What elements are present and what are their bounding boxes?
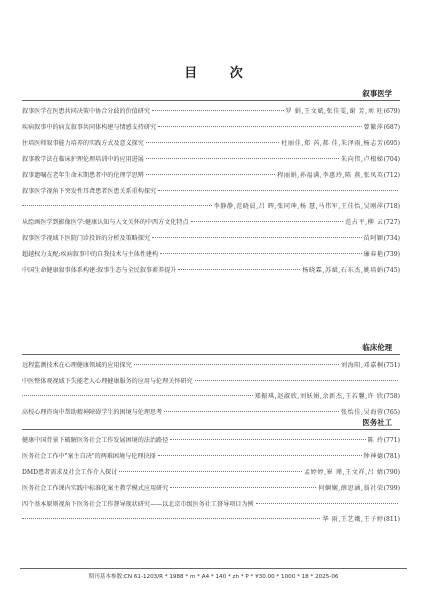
- toc-entry[interactable]: [22, 452, 400, 461]
- entry-authors: 程丽娟,孙福满,李惠玲,陈 燕,张凤英: [277, 172, 384, 179]
- entry-title: 医务社会工作课内实践中标准化案主教学模式应用研究: [22, 485, 169, 492]
- entry-page-number: (811): [383, 516, 400, 523]
- leader-dots: [158, 190, 398, 191]
- entry-page-number: (739): [383, 251, 400, 258]
- entry-authors: 何娴娴,薛思涵,翁社荣: [318, 485, 384, 492]
- entry-title: 中医整体观视域下失能老人心理健康服务的应用与伦理关怀研究: [22, 378, 193, 385]
- entry-page-number: (687): [383, 124, 400, 131]
- entry-title: 住培医师叙事能力培养的实践方式及意义探究: [22, 140, 144, 147]
- toc-entry[interactable]: [22, 408, 400, 417]
- entry-title: DMD患者需求及社会工作介入探讨: [22, 469, 118, 476]
- toc-entry[interactable]: [22, 234, 400, 243]
- entry-page-number: (712): [383, 172, 400, 179]
- entry-title: 远程监测技术在心理健康领域的应用探究: [22, 362, 132, 369]
- entry-title: 叙事遗嘱在老年生命末期患者中的伦理学思辨: [22, 172, 144, 179]
- entry-authors: 钟神德: [363, 453, 384, 460]
- section-header: 叙事医学: [362, 89, 392, 98]
- entry-authors: 杜丽佳,郑 芮,郝 佳,朱泽雨,杨志芳: [281, 140, 384, 147]
- entry-authors: 曾繁萍: [363, 124, 384, 131]
- entry-authors: 刘海阳,邓嘉桐: [340, 362, 384, 369]
- entry-title: 从绘画医学到影像医学:健康认知与人文关怀的中西方文化特点: [22, 219, 189, 226]
- leader-dots: [146, 158, 339, 159]
- entry-page-number: (679): [383, 108, 400, 115]
- entry-authors: 范占平,柳 云: [345, 219, 384, 226]
- section-header: 临床伦理: [362, 343, 392, 352]
- entry-title: 四个基本原则视角下医务社会工作督导现状研究——以北京市级医务社工督导项目为例: [22, 501, 254, 508]
- section-rule: [22, 429, 400, 430]
- entry-authors: 廉春艳: [363, 251, 384, 258]
- entry-page-number: (695): [383, 140, 400, 147]
- entry-authors: 李静静,范晓晨,吕 晖,张同珅,杨 慧,马伟军,王佳怡,吴刚萍: [213, 203, 384, 210]
- entry-page-number: (727): [383, 219, 400, 226]
- entry-title: 健康中国背景下破解医务社会工作发展困境的法治路径: [22, 437, 169, 444]
- leader-dots: [134, 364, 339, 365]
- entry-title: 医务社会工作中"案主自决"的两难困境与伦理抉择: [22, 453, 156, 460]
- entry-authors: 华 雨,王艺娥,王子婷: [322, 516, 384, 523]
- leader-dots: [178, 269, 300, 270]
- entry-page-number: (765): [383, 409, 400, 416]
- entry-title: 叙事医学在医患共同决策中协合分歧的价值研究: [22, 108, 150, 115]
- entry-title: 高校心理咨询中帮助精神障碍学生的困境与伦理思考: [22, 409, 163, 416]
- leader-dots: [158, 126, 361, 127]
- toc-entry[interactable]: [22, 377, 400, 401]
- entry-page-number: (751): [383, 362, 400, 369]
- leader-dots: [146, 142, 279, 143]
- toc-entry[interactable]: [22, 500, 400, 524]
- entry-page-number: (790): [383, 469, 400, 476]
- toc-entry[interactable]: [22, 187, 400, 211]
- toc-entry[interactable]: [22, 218, 400, 227]
- entry-authors: 朱向伟,卢根娣: [340, 156, 384, 163]
- entry-authors: 苗阿颖: [363, 235, 384, 242]
- leader-dots: [22, 395, 253, 396]
- toc-entry[interactable]: [22, 484, 400, 493]
- entry-authors: 孟婷婷,崔 瑾,王文祥,吕 婧: [303, 469, 384, 476]
- entry-page-number: (734): [383, 235, 400, 242]
- toc-entry[interactable]: [22, 361, 400, 370]
- toc-entry[interactable]: [22, 250, 400, 259]
- leader-dots: [164, 411, 339, 412]
- toc-entry[interactable]: [22, 468, 400, 477]
- entry-title: 超越权力支配:疾病叙事中的自我技术与主体性建构: [22, 251, 159, 258]
- leader-dots: [146, 174, 275, 175]
- entry-authors: 陈 玲: [367, 437, 384, 444]
- entry-page-number: (704): [383, 156, 400, 163]
- entry-title: 疾病叙事中的病友叙事共同体构建与情感支持研究: [22, 124, 157, 131]
- leader-dots: [170, 487, 316, 488]
- toc-entry[interactable]: [22, 155, 400, 164]
- leader-dots: [158, 455, 362, 456]
- leader-dots: [22, 205, 212, 206]
- entry-authors: 杨晓霖,苏斌,石东杰,姚培娟: [302, 267, 384, 274]
- section-rule: [22, 354, 400, 355]
- entry-page-number: (758): [383, 393, 400, 400]
- entry-page-number: (718): [383, 203, 400, 210]
- entry-page-number: (771): [383, 437, 400, 444]
- section-rule: [22, 100, 400, 101]
- entry-authors: 罗 娟,王文斌,张佳雯,谢 芳,刘 旺: [285, 108, 384, 115]
- leader-dots: [152, 237, 362, 238]
- toc-section: [22, 342, 400, 417]
- leader-dots: [22, 518, 320, 519]
- entry-title: 叙事医学视域下医院门诊投诉的分析及策略探究: [22, 235, 150, 242]
- toc-entry[interactable]: [22, 139, 400, 148]
- entry-title: 叙事医学视角下突发性耳聋患者医患关系重构探究: [22, 188, 157, 195]
- toc-entry[interactable]: [22, 266, 400, 275]
- leader-dots: [256, 503, 398, 504]
- page-title: 目 次: [184, 66, 257, 81]
- entry-authors: 郑振琪,赵淑欣,刘妖娟,余新杰,王若馨,许 欣: [254, 393, 384, 400]
- entry-authors: 张怡佳,吴海蓉: [340, 409, 384, 416]
- toc-entry[interactable]: [22, 107, 400, 116]
- entry-title: 中国生命健康叙事体系构建:叙事生态与全民叙事素养提升: [22, 267, 177, 274]
- leader-dots: [195, 380, 398, 381]
- entry-page-number: (745): [383, 267, 400, 274]
- leader-dots: [191, 221, 343, 222]
- toc-section: [22, 417, 400, 524]
- journal-parameters-footer: 期刊基本参数:CN 61-1203/R * 1988 * m * A4 * 140 * zh * P * ¥30.00 * 1000 * 18 * 2025-06: [20, 568, 407, 580]
- toc-section: [22, 88, 400, 275]
- section-header: 医务社工: [362, 418, 392, 427]
- toc-entry[interactable]: [22, 436, 400, 445]
- entry-page-number: (799): [383, 485, 400, 492]
- leader-dots: [160, 253, 361, 254]
- entry-title: 叙事教学法在临床护理伦理培训中的应用进展: [22, 156, 144, 163]
- leader-dots: [119, 471, 302, 472]
- toc-entry[interactable]: [22, 123, 400, 132]
- entry-page-number: (781): [383, 453, 400, 460]
- toc-entry[interactable]: [22, 171, 400, 180]
- leader-dots: [170, 439, 365, 440]
- leader-dots: [152, 110, 284, 111]
